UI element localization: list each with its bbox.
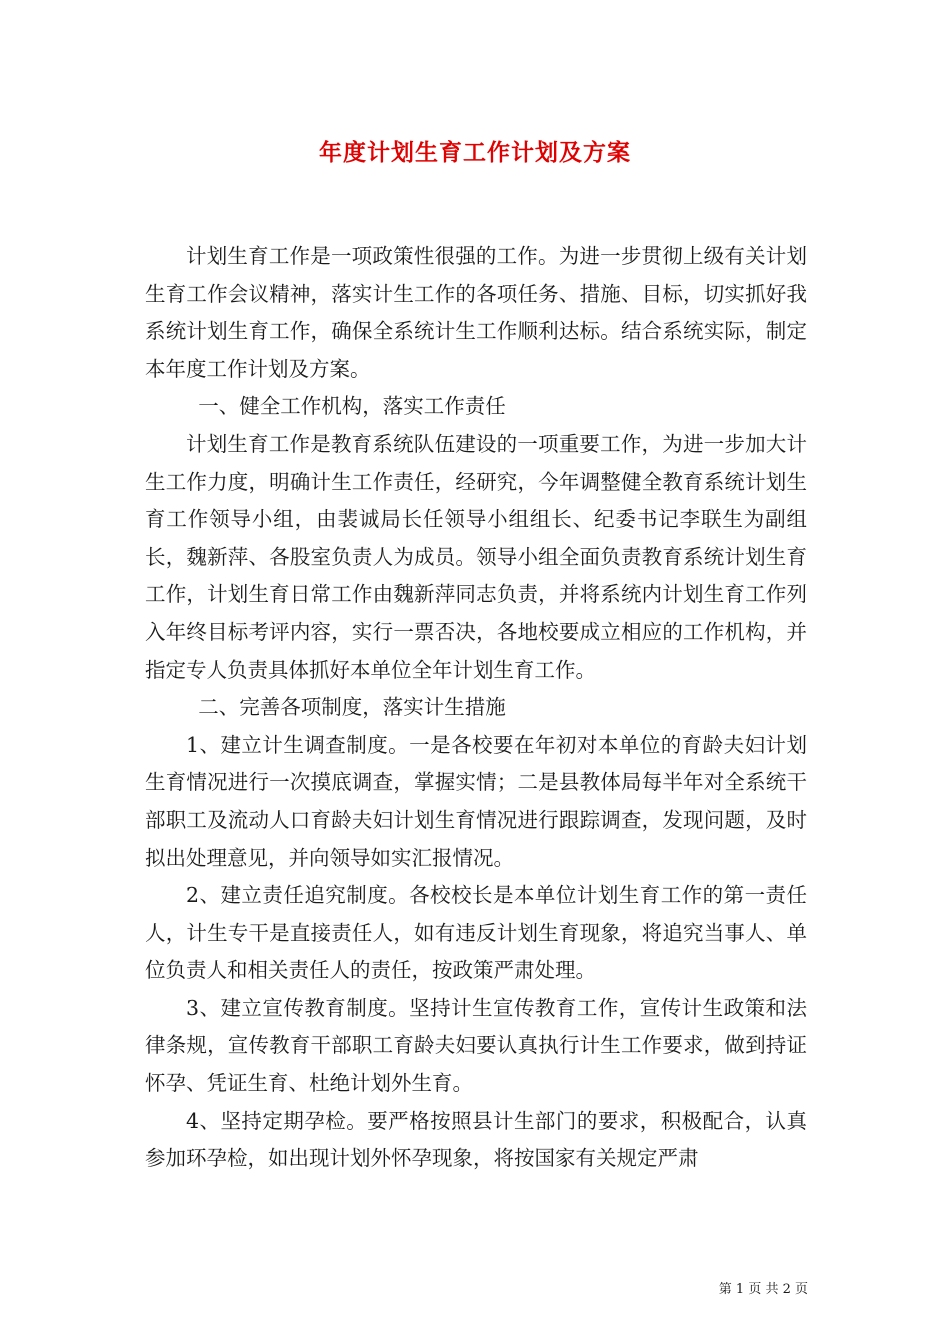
paragraph-item-3: 3、建立宣传教育制度。坚持计生宣传教育工作，宣传计生政策和法律条规，宣传教育干部职工育龄夫妇要认真执行计生工作要求，做到持证怀孕、凭证生育、杜绝计划外生育。 bbox=[145, 995, 807, 1096]
document-body bbox=[145, 238, 807, 1178]
paragraph-item-2: 2、建立责任追究制度。各校校长是本单位计划生育工作的第一责任人，计生专干是直接责任人，如有违反计划生育现象，将追究当事人、单位负责人和相关责任人的责任，按政策严肃处理。 bbox=[145, 883, 807, 983]
paragraph-item-1: 1、建立计生调查制度。一是各校要在年初对本单位的育龄夫妇计划生育情况进行一次摸底调查，掌握实情；二是县教体局每半年对全系统干部职工及流动人口育龄夫妇计划生育情况进行跟踪调查，发现问题，及时拟出处理意见，并向领导如实汇报情况。 bbox=[145, 732, 807, 870]
section-heading-2: 二、完善各项制度，落实计生措施 bbox=[198, 695, 506, 720]
paragraph-intro: 计划生育工作是一项政策性很强的工作。为进一步贯彻上级有关计划生育工作会议精神，落实计生工作的各项任务、措施、目标，切实抓好我系统计划生育工作，确保全系统计生工作顺利达标。结合系统实际，制定本年度工作计划及方案。 bbox=[145, 244, 807, 381]
paragraph-item-4: 4、坚持定期孕检。要严格按照县计生部门的要求，积极配合，认真参加环孕检，如出现计划外怀孕现象，将按国家有关规定严肃 bbox=[145, 1108, 807, 1171]
document-title: 年度计划生育工作计划及方案 bbox=[319, 139, 631, 166]
page-number: 第 1 页 共 2 页 bbox=[718, 1282, 808, 1297]
section-heading-1: 一、健全工作机构，落实工作责任 bbox=[198, 394, 506, 419]
paragraph-organization: 计划生育工作是教育系统队伍建设的一项重要工作，为进一步加大计生工作力度，明确计生工作责任，经研究，今年调整健全教育系统计划生育工作领导小组，由裴诚局长任领导小组组长、纪委书记李联生为副组长，魏新萍、各股室负责人为成员。领导小组全面负责教育系统计划生育工作，计划生育日常工作由魏新萍同志负责，并将系统内计划生育工作列入年终目标考评内容，实行一票否决，各地校要成立相应的工作机构，并指定专人负责具体抓好本单位全年计划生育工作。 bbox=[145, 431, 807, 682]
